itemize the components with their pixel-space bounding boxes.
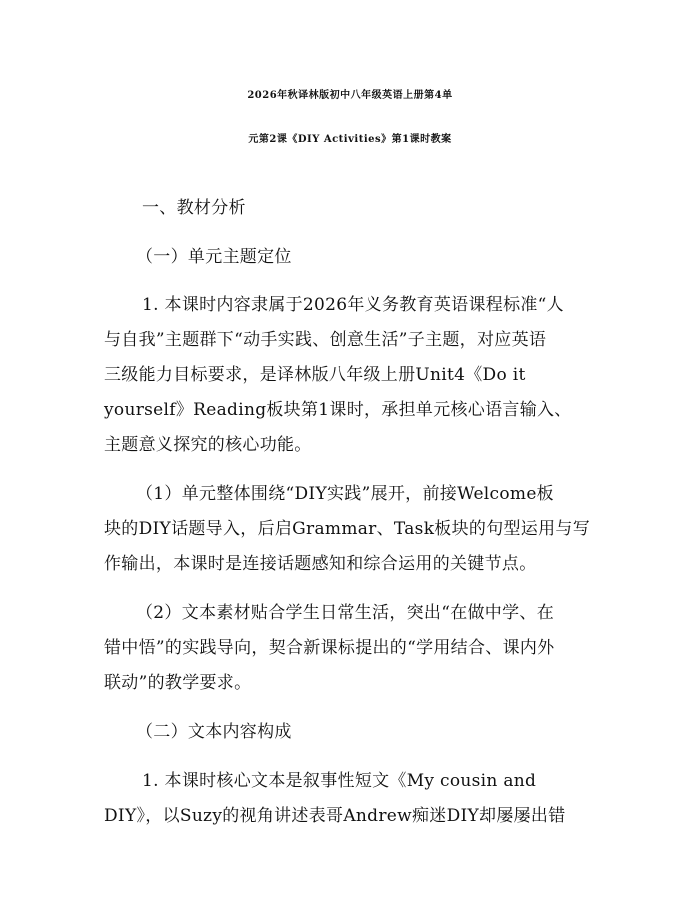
paragraph-line: DIY》，以Suzy的视角讲述表哥Andrew痴迷DIY却屡屡出错: [104, 806, 566, 826]
paragraph-line: 1. 本课时核心文本是叙事性短文《My cousin and: [142, 771, 537, 791]
paragraph-line: 三级能力目标要求，是译林版八年级上册Unit4《Do it: [104, 365, 526, 385]
document-title-line-1: 2026年秋译林版初中八年级英语上册第4单: [247, 90, 453, 101]
paragraph-line: 块的DIY话题导入，后启Grammar、Task板块的句型运用与写: [104, 519, 590, 539]
paragraph-line: 错中悟”的实践导向，契合新课标提出的“学用结合、课内外: [104, 638, 555, 658]
paragraph-line: 与自我”主题群下“动手实践、创意生活”子主题，对应英语: [104, 330, 547, 350]
subsection-heading-unit-theme: （一）单元主题定位: [136, 247, 292, 267]
paragraph-line: 作输出，本课时是连接话题感知和综合运用的关键节点。: [104, 554, 537, 574]
paragraph-line: 联动”的教学要求。: [104, 673, 252, 693]
paragraph-line: yourself》Reading板块第1课时，承担单元核心语言输入、: [104, 400, 572, 420]
section-heading-textbook-analysis: 一、教材分析: [142, 198, 246, 218]
paragraph-line: 1. 本课时内容隶属于2026年义务教育英语课程标准“人: [142, 295, 564, 315]
paragraph-line: （1）单元整体围绕“DIY实践”展开，前接Welcome板: [136, 484, 554, 504]
document-title-line-2: 元第2课《DIY Activities》第1课时教案: [248, 134, 452, 145]
paragraph-line: （2）文本素材贴合学生日常生活，突出“在做中学、在: [136, 603, 555, 623]
subsection-heading-text-content: （二）文本内容构成: [136, 722, 292, 742]
paragraph-line: 主题意义探究的核心功能。: [104, 435, 312, 455]
